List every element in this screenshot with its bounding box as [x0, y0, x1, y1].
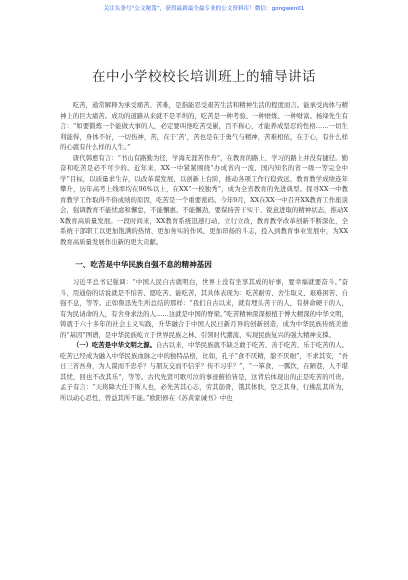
paragraph-1: 吃苦，通常解释为承受痛苦、苦难，是指能忍受艰苦生活和精神生活的程度而言。能承受肉体与精神上的巨大痛苦。成功的道路从来就不是平坦的，吃苦是一种考验、一种磨炼、一种财富。杨绛先生有言：“如要锻炼一个能做大事的人，必定要叫他吃苦受累，百不称心，才能养成坚忍的性格……一切生利能得，身体不好，一切伤神，苦，在于‘苦’，苦也是在于勇气与精神，苦难相依，在于心，有什么样的心就有什么样的人生。” [60, 101, 348, 151]
section1-subsection-1 [60, 340, 348, 403]
paragraph-2: 唐代韩愈有言：“书山有路勤为径，学海无涯苦作舟”，在教育的路上，学习的路上并没有捷径。勤奋和吃苦是必不可少的。近年来，XX一中紧紧围绕“办成省内一流、国内知名的省一级一等完全中学”目标，以质量求生存，以改革谋发展，以创新上台阶，推动各项工作行稳致远，教育教学成绩连年攀升，历年高考上线率均在96%以上，在XX“一校独秀”，成为全省教育的先进典型。探寻XX一中教育教学工作取得不俗成绩的原因，吃苦是一个重要密码。今年9月，XX在XX一中召开XX教育工作座谈会，强调教育不能忧虑和懈怠，不能懈惠、不能懈劲，要保持苦干实干、锐意进取的精神状态，推动XX教育高质量发展。一段时间来，XX教育系统迅速行动、立行立改，教育教学改革创新不断深化，全系统干部职工以更加饱满的热情、更加务实的作风、更加昂扬的斗志，投入到教育事业发展中，为XX教育高质量发展作出新的更大贡献。 [60, 153, 348, 246]
promo-banner[interactable]: 关注头条号“公文秘笈”，获得最新最全最专业的公文资料库！微信：gongwen01 [103, 6, 305, 12]
document-title: 在中小学校校长培训班上的辅导讲话 [92, 69, 316, 85]
section1-paragraph-1: 习近平总书记强调：“中国人民自古就明白，世界上没有坐享其成的好事，要幸福就要奋斗。”奋斗，用通俗的话说就是不怕苦、愿吃苦、能吃苦，其具体表现为：吃苦耐劳、舍生取义、艰难困苦、自强不息，等等。正如鲁迅先生所总结的那样：“我们自古以来，就有埋头苦干的人，有拼命硬干的人，有为民请命的人，有舍身求法的人……这就是中国的脊梁。”吃苦精神深深根植于博大精深的中华文明，铸就于六十多年的社会主义实践，升华融合于中国人民日新月异的创新创造，成为中华民族传统美德的“基因”图谱，是中华民族屹立于世界民族之林、引领时代潮流、实现民族复兴的强大精神支撑。 [60, 278, 348, 339]
subsection-label: （一）吃苦是中华文明之源。 [72, 341, 156, 349]
document-body [60, 100, 348, 403]
subsection-text: 自古以来，中华民族就不缺乏敢于吃苦、善于吃苦、乐于吃苦的人。吃苦已经成为融入中华民族血脉之中的独特品格，比如，孔子“食不厌精，脍不厌细”，不求其安，“吾日三省吾身，为人谋而不忠乎？与朋友交而不信乎？传不习乎？”，“一箪食，一瓢饮，在陋巷，人不堪其忧，回也不改其乐”，等等。古代先贤可歌可泣的事迹俯拾皆是，这背后体现出的正是吃苦的可贵。孟子有言：“天将降大任于斯人也，必先苦其心志，劳其筋骨，饿其体肤，空乏其身，行拂乱其所为，所以动心忍性，曾益其所不能。”欧阳修在《苏黄家诫书》中也 [60, 341, 348, 402]
section-heading-1: 一、吃苦是中华民族自强不息的精神基因 [75, 260, 212, 269]
